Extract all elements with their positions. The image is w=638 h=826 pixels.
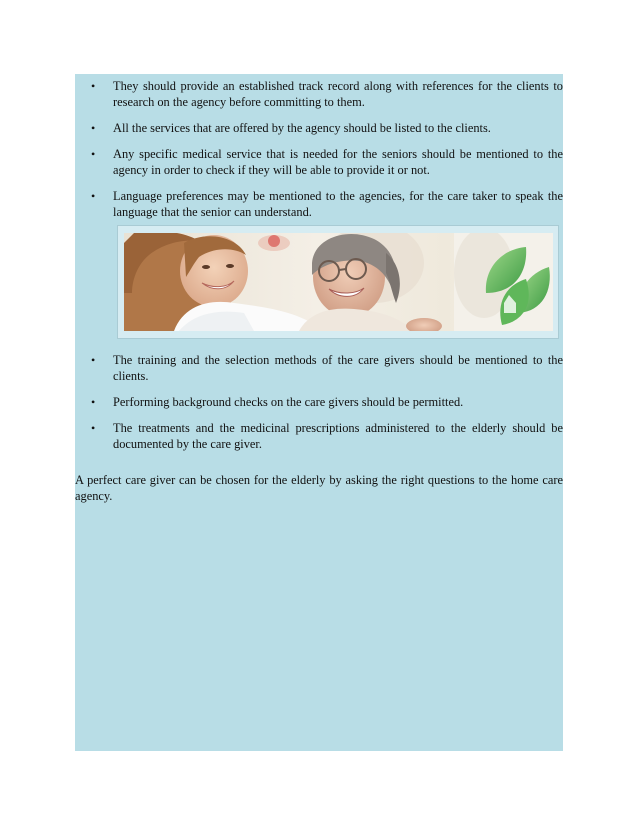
caregiver-with-senior-image <box>124 233 553 331</box>
bullet-dot-icon: • <box>91 353 96 367</box>
caregiver-photo <box>124 233 553 331</box>
bullet-dot-icon: • <box>91 189 96 203</box>
closing-paragraph: A perfect care giver can be chosen for the elderly by asking the right questions to the home care agency. <box>75 473 563 504</box>
list-item-text: Language preferences may be mentioned to the agencies, for the care taker to speak the language that the senior can understand. <box>113 189 563 219</box>
list-item-text: They should provide an established track record along with references for the clients to research on the agency before committing to them. <box>113 79 563 109</box>
content-panel <box>75 74 563 751</box>
bullet-dot-icon: • <box>91 121 96 135</box>
list-item-text: The training and the selection methods of the care givers should be mentioned to the clients. <box>113 353 563 383</box>
list-item-text: The treatments and the medicinal prescriptions administered to the elderly should be documented by the care giver. <box>113 421 563 451</box>
bullet-dot-icon: • <box>91 79 96 93</box>
caregiver-photo-frame <box>117 225 559 339</box>
bullet-dot-icon: • <box>91 395 96 409</box>
list-item-text: Any specific medical service that is needed for the seniors should be mentioned to the agency in order to check if they will be able to provide it or not. <box>113 147 563 177</box>
bullet-dot-icon: • <box>91 147 96 161</box>
list-item-text: All the services that are offered by the agency should be listed to the clients. <box>113 121 491 135</box>
bullet-dot-icon: • <box>91 421 96 435</box>
list-item-text: Performing background checks on the care givers should be permitted. <box>113 395 464 409</box>
